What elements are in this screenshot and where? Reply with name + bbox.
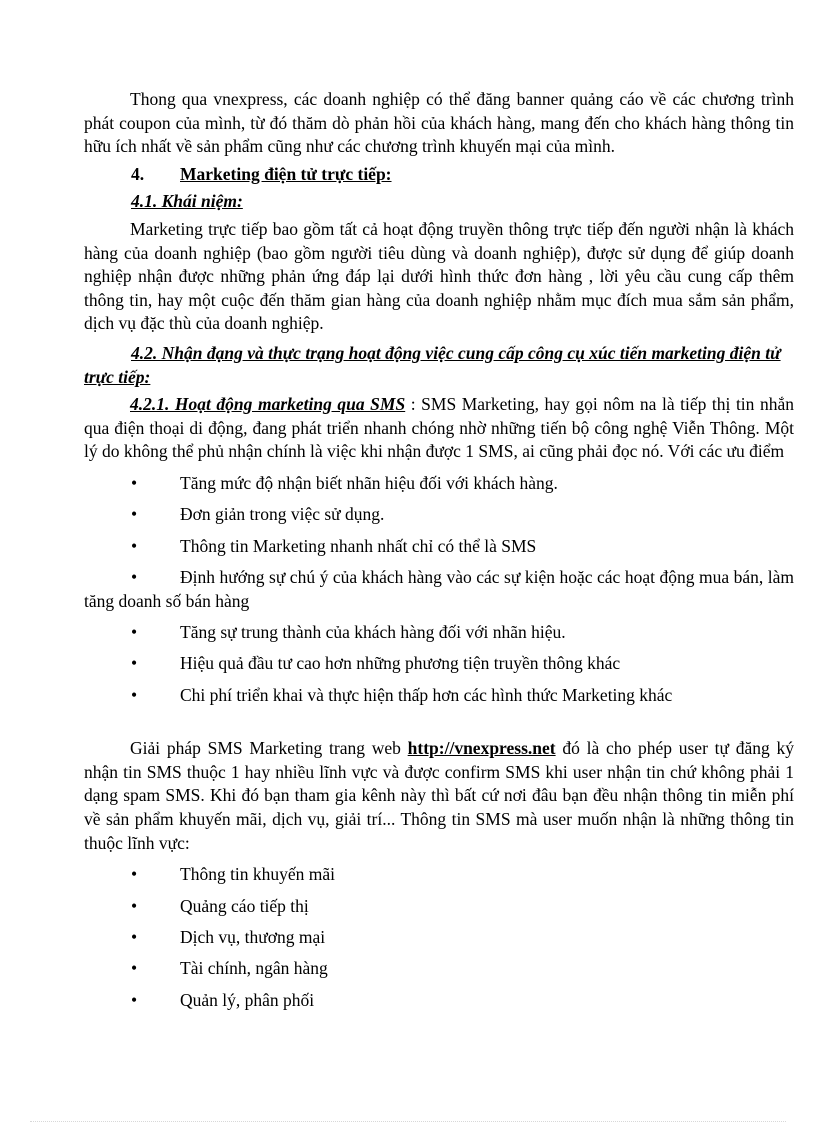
list-item: [84, 472, 794, 496]
list-item-text: Quản lý, phân phối: [180, 989, 315, 1010]
list-item-text: Tăng sự trung thành của khách hàng đối với nhãn hiệu.: [180, 622, 566, 643]
sms-fields-list: [84, 863, 794, 1012]
list-item: [84, 863, 794, 887]
list-item-text: Định hướng sự chú ý của khách hàng vào các sự kiện hoặc các hoạt động mua bán, làm tăng doanh số bán hàng: [84, 567, 794, 611]
solution-paragraph: [84, 737, 794, 855]
section-4-2-heading: 4.2. Nhận đạng và thực trạng hoạt động việc cung cấp công cụ xúc tiến marketing điện tử trực tiếp:: [84, 342, 781, 387]
list-item: [84, 989, 794, 1013]
spacer: [84, 715, 794, 737]
list-item-text: Thông tin khuyến mãi: [180, 864, 336, 885]
section-4-heading: [84, 163, 794, 187]
bullet: •: [131, 926, 138, 947]
list-item: [84, 566, 794, 613]
section-4-1-heading: 4.1. Khái niệm:: [131, 191, 243, 212]
vnexpress-link[interactable]: http://vnexpress.net: [407, 738, 556, 759]
list-item-text: Hiệu quả đầu tư cao hơn những phương tiện truyền thông khác: [180, 653, 621, 674]
bullet: •: [131, 567, 138, 588]
list-item-text: Thông tin Marketing nhanh nhất chỉ có thể là SMS: [180, 535, 537, 556]
bullet: •: [131, 895, 138, 916]
list-item-text: Tăng mức độ nhận biết nhãn hiệu đối với khách hàng.: [180, 472, 558, 493]
page-bottom-divider: [30, 1121, 786, 1122]
list-item: [84, 684, 794, 708]
intro-paragraph: Thong qua vnexpress, các doanh nghiệp có thể đăng banner quảng cáo về các chương trình phát coupon của mình, từ đó thăm dò phản hồi của khách hàng, mang đến cho khách hàng thông tin hữu ích nhất về sản phẩm cũng như các chương trình khuyến mại của mình.: [84, 89, 794, 157]
bullet: •: [131, 653, 138, 674]
list-item: [84, 652, 794, 676]
section-4-2-1-body: : SMS Marketing, hay gọi nôm na là tiếp thị tin nhắn qua điện thoại di động, đang phát triển nhanh chóng nhờ những tiến bộ công nghệ Viễn Thông. Một lý do không thể phủ nhận chính là việc khi nhận được 1 SMS, ai cũng phải đọc nó. Với các ưu điểm: [84, 394, 794, 462]
section-4-title: Marketing điện tử trực tiếp:: [180, 163, 392, 184]
section-4-2-1-paragraph: [84, 393, 794, 464]
advantages-list: [84, 472, 794, 708]
list-item: [84, 621, 794, 645]
bullet: •: [131, 504, 138, 525]
list-item: [84, 957, 794, 981]
list-item-text: Chi phí triển khai và thực hiện thấp hơn các hình thức Marketing khác: [180, 684, 673, 705]
bullet: •: [131, 622, 138, 643]
section-4-2-1-title: 4.2.1. Hoạt động marketing qua SMS: [130, 394, 406, 415]
bullet: •: [131, 958, 138, 979]
bullet: •: [131, 472, 138, 493]
list-item: [84, 926, 794, 950]
list-item-text: Tài chính, ngân hàng: [180, 958, 328, 979]
list-item: [84, 503, 794, 527]
list-item-text: Dịch vụ, thương mại: [180, 926, 326, 947]
list-item-text: Đơn giản trong việc sử dụng.: [180, 504, 385, 525]
solution-text-before: Giải pháp SMS Marketing trang web: [130, 738, 408, 759]
section-4-1-body: Marketing trực tiếp bao gồm tất cả hoạt động truyền thông trực tiếp đến người nhận là khách hàng của doanh nghiệp (bao gồm người tiêu dùng và doanh nghiệp), được sử dụng để giúp doanh nghiệp nhận được những phản ứng đáp lại dưới hình thức đơn hàng , lời yêu cầu cung cấp thêm thông tin, hay một cuộc đến thăm gian hàng của doanh nghiệp nhằm mục đích mua sắm sản phẩm, dịch vụ đặc thù của doanh nghiệp.: [84, 218, 794, 334]
solution-text-after: đó là cho phép user tự đăng ký nhận tin SMS thuộc 1 hay nhiều lĩnh vực và được confirm SMS khi user nhận tin chứ không phải 1 dạng spam SMS. Khi đó bạn tham gia kênh này thì bất cứ nơi đâu bạn đều nhận thông tin miễn phí về sản phẩm khuyến mãi, dịch vụ, giải trí... Thông tin SMS mà user muốn nhận là những thông tin thuộc lĩnh vực:: [84, 738, 794, 853]
list-item-text: Quảng cáo tiếp thị: [180, 895, 309, 916]
bullet: •: [131, 535, 138, 556]
bullet: •: [131, 684, 138, 705]
bullet: •: [131, 864, 138, 885]
section-4-number: 4.: [131, 163, 145, 184]
document-page: [84, 88, 794, 1020]
list-item: [84, 895, 794, 919]
bullet: •: [131, 989, 138, 1010]
list-item: [84, 535, 794, 559]
